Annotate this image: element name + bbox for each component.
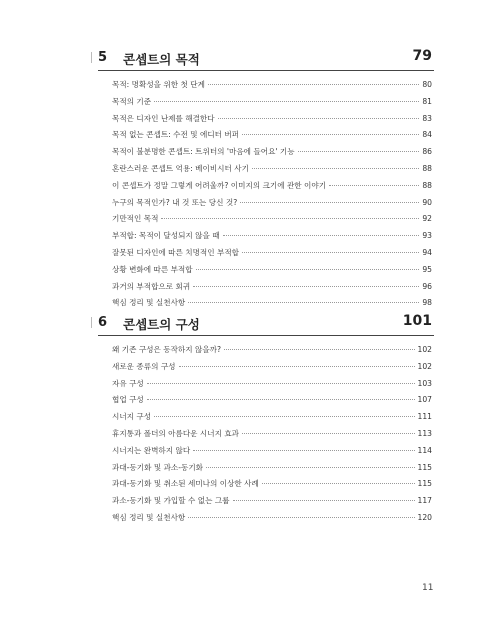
toc-entry[interactable]: [112, 445, 432, 462]
toc-entry-page: 88: [422, 180, 432, 190]
chapter-number: 5: [98, 50, 108, 65]
toc-entry[interactable]: [112, 163, 432, 180]
toc-entry[interactable]: [112, 113, 432, 130]
dot-leader: [147, 383, 415, 384]
toc-entry-title: 상황 변화에 따른 부적합: [112, 264, 193, 274]
toc-entry-page: 111: [417, 412, 432, 422]
toc-entry-page: 117: [417, 496, 432, 506]
toc-entry-page: 83: [422, 113, 432, 123]
toc-entry-page: 80: [422, 80, 432, 89]
toc-entry-list: [98, 79, 434, 314]
toc-entry[interactable]: [112, 264, 432, 281]
toc-entry-page: 98: [422, 298, 432, 308]
toc-entry-title: 혼란스러운 콘셉트 억용: 베이비시터 사기: [112, 163, 249, 173]
toc-entry[interactable]: [112, 129, 432, 146]
dot-leader: [242, 252, 419, 253]
dot-leader: [188, 517, 414, 518]
chapter-title: 콘셉트의 목적: [123, 52, 200, 67]
toc-entry[interactable]: [112, 213, 432, 230]
toc-entry-page: 120: [417, 512, 432, 522]
toc-entry-title: 목적: 명확성을 위한 첫 단계: [112, 80, 205, 89]
toc-entry-title: 이 콘셉트가 정말 그렇게 어려울까? 이미지의 크기에 관한 이야기: [112, 180, 327, 190]
toc-entry-page: 96: [422, 281, 432, 291]
toc-entry-page: 115: [417, 462, 432, 472]
page-number: 11: [422, 583, 434, 593]
toc-entry-page: 84: [422, 130, 432, 140]
toc-entry-page: 113: [417, 428, 432, 438]
dot-leader: [188, 302, 419, 303]
toc-entry[interactable]: [112, 197, 432, 214]
toc-entry-title: 목적이 불분명한 콘셉트: 트위터의 '마음에 들어요' 기능: [112, 147, 295, 157]
dot-leader: [223, 235, 420, 236]
dot-leader: [154, 416, 414, 417]
dot-leader: [224, 349, 414, 350]
toc-entry[interactable]: [112, 344, 432, 361]
toc-entry[interactable]: [112, 247, 432, 264]
dot-leader: [218, 118, 420, 119]
chapter-heading: [98, 313, 434, 336]
toc-entry-title: 잘못된 디자인에 따른 치명적인 부적합: [112, 247, 240, 257]
toc-entry[interactable]: [112, 394, 432, 411]
toc-entry-page: 102: [417, 345, 432, 354]
toc-entry[interactable]: [112, 79, 432, 96]
dot-leader: [193, 286, 419, 287]
toc-entry-title: 왜 기존 구성은 동작하지 않을까?: [112, 345, 222, 354]
toc-entry-title: 과소-동기화 및 가입할 수 없는 그룹: [112, 496, 230, 506]
toc-entry-page: 103: [417, 378, 432, 388]
toc-entry[interactable]: [112, 297, 432, 314]
toc-entry-page: 114: [417, 445, 432, 455]
dot-leader: [262, 483, 415, 484]
toc-entry-title: 협업 구성: [112, 395, 144, 405]
toc-entry[interactable]: [112, 411, 432, 428]
toc-entry-title: 과거의 부적합으로 회귀: [112, 281, 191, 291]
toc-entry-page: 88: [422, 163, 432, 173]
dot-leader: [196, 269, 420, 270]
toc-entry[interactable]: [112, 361, 432, 378]
dot-leader: [242, 134, 419, 135]
dot-leader: [161, 218, 419, 219]
toc-entry-title: 과대-동기화 및 과소-동기화: [112, 462, 203, 472]
toc-entry-title: 시너지 구성: [112, 412, 152, 422]
toc-entry-title: 자유 구성: [112, 378, 144, 388]
toc-entry-title: 목적의 기준: [112, 96, 152, 106]
toc-entry-title: 핵심 정리 및 실천사항: [112, 298, 186, 308]
toc-entry[interactable]: [112, 478, 432, 495]
toc-entry[interactable]: [112, 146, 432, 163]
dot-leader: [240, 202, 419, 203]
chapter-6: [98, 313, 434, 529]
dot-leader: [206, 467, 415, 468]
toc-entry-page: 107: [417, 395, 432, 405]
toc-entry-title: 누구의 목적인가? 내 것 또는 당신 것?: [112, 197, 238, 207]
toc-entry[interactable]: [112, 96, 432, 113]
dot-leader: [179, 366, 415, 367]
dot-leader: [233, 500, 415, 501]
chapter-title: 콘셉트의 구성: [123, 317, 200, 332]
toc-entry[interactable]: [112, 180, 432, 197]
toc-entry[interactable]: [112, 281, 432, 298]
toc-entry[interactable]: [112, 428, 432, 445]
toc-entry-page: 95: [422, 264, 432, 274]
chapter-heading: [98, 48, 434, 71]
toc-entry-title: 목적 없는 콘셉트: 수전 및 에디터 버퍼: [112, 130, 240, 140]
toc-entry-page: 86: [422, 147, 432, 157]
toc-entry[interactable]: [112, 495, 432, 512]
toc-entry-title: 과대-동기화 및 취소된 세미나의 이상한 사례: [112, 479, 259, 489]
dot-leader: [154, 101, 419, 102]
toc-entry-page: 92: [422, 214, 432, 224]
chapter-number: 6: [98, 315, 108, 330]
toc-entry[interactable]: [112, 512, 432, 529]
chapter-page-number: 79: [412, 48, 432, 64]
toc-entry-list: [98, 344, 434, 529]
toc-entry-page: 81: [422, 96, 432, 106]
toc-entry-title: 새로운 종류의 구성: [112, 361, 176, 371]
toc-entry-page: 115: [417, 479, 432, 489]
toc-entry[interactable]: [112, 230, 432, 247]
toc-entry-title: 목적은 디자인 난제를 해결한다: [112, 113, 215, 123]
chapter-5: [98, 48, 434, 314]
chapter-page-number: 101: [402, 313, 432, 329]
toc-entry[interactable]: [112, 462, 432, 479]
dot-leader: [252, 168, 419, 169]
toc-entry-title: 핵심 정리 및 실천사항: [112, 512, 186, 522]
dot-leader: [208, 84, 419, 85]
toc-entry-title: 시너지는 완벽하지 않다: [112, 445, 191, 455]
dot-leader: [193, 450, 414, 451]
toc-entry-title: 부적합: 목적이 달성되지 않을 때: [112, 231, 220, 241]
toc-entry-page: 90: [422, 197, 432, 207]
toc-entry-page: 93: [422, 231, 432, 241]
toc-entry[interactable]: [112, 378, 432, 395]
toc-entry-page: 94: [422, 247, 432, 257]
toc-entry-page: 102: [417, 361, 432, 371]
dot-leader: [298, 151, 420, 152]
dot-leader: [147, 399, 415, 400]
dot-leader: [329, 185, 419, 186]
toc-entry-title: 기만적인 목적: [112, 214, 159, 224]
dot-leader: [242, 433, 414, 434]
toc-entry-title: 휴지통과 폴더의 아름다운 시너지 효과: [112, 428, 240, 438]
